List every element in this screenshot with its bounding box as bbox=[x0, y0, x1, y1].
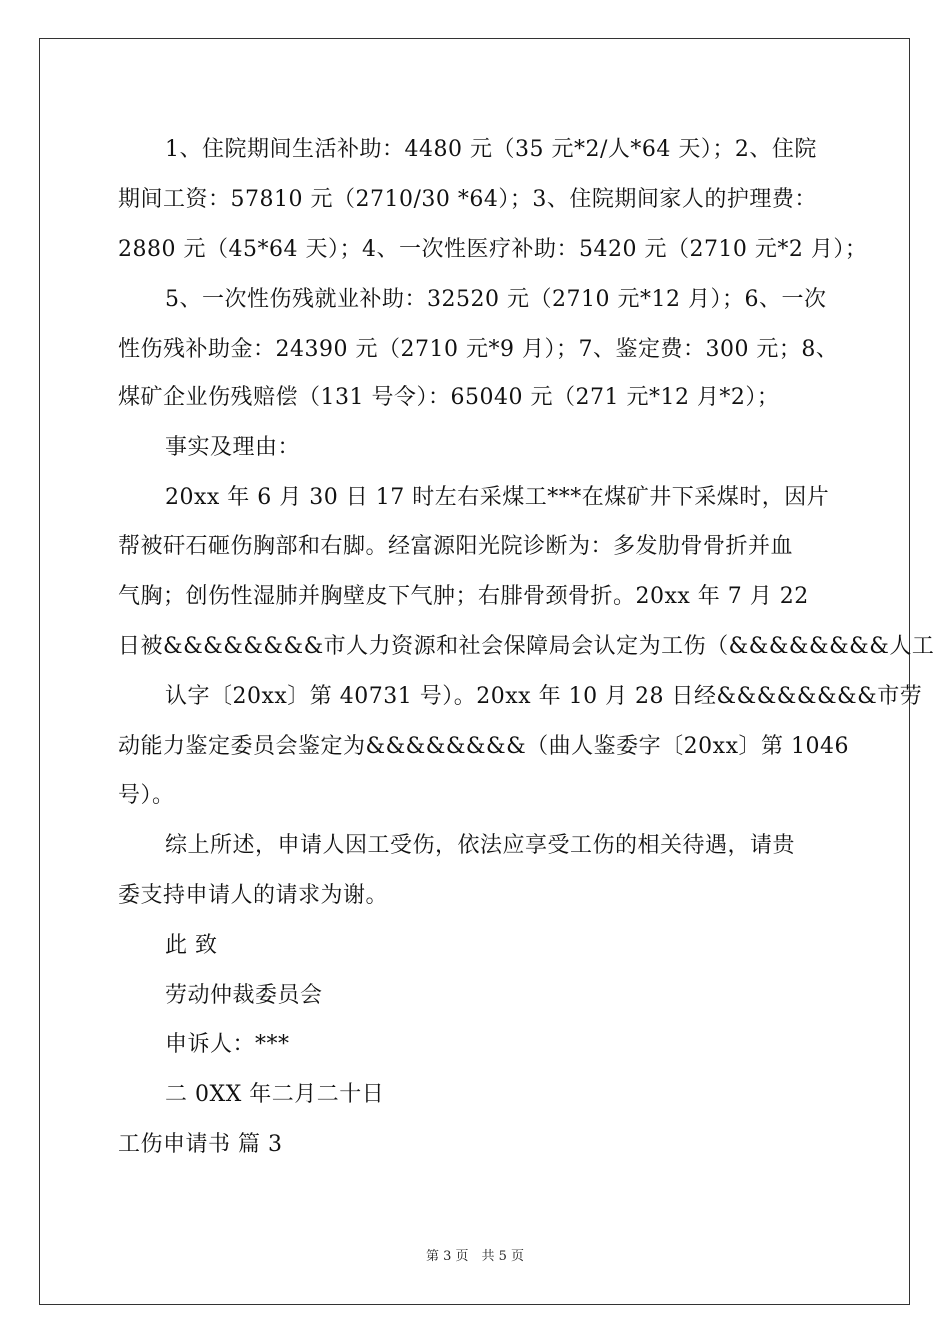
text-line: 煤矿企业伤残赔偿（131 号令）：65040 元（271 元*12 月*2）； bbox=[118, 385, 780, 410]
text-line: 1、住院期间生活补助：4480 元（35 元*2/人*64 天）；2、住院 bbox=[165, 137, 817, 162]
text-line: 性伤残补助金：24390 元（2710 元*9 月）；7、鉴定费：300 元；8、 bbox=[118, 337, 839, 362]
complainant: 申诉人：*** bbox=[165, 1032, 290, 1057]
date: 二 0XX 年二月二十日 bbox=[165, 1082, 385, 1107]
section-heading: 事实及理由： bbox=[165, 435, 301, 460]
text-line: 2880 元（45*64 天）；4、一次性医疗补助：5420 元（2710 元*2 月）； bbox=[118, 237, 868, 262]
text-line: 20xx 年 6 月 30 日 17 时左右采煤工***在煤矿井下采煤时，因片 bbox=[165, 485, 830, 510]
text-line: 号）。 bbox=[118, 783, 175, 808]
text-line: 期间工资：57810 元（2710/30 *64）；3、住院期间家人的护理费： bbox=[118, 187, 817, 212]
text-line: 气胸；创伤性湿肺并胸壁皮下气肿；右腓骨颈骨折。20xx 年 7 月 22 bbox=[118, 584, 809, 609]
text-line: 动能力鉴定委员会鉴定为&&&&&&&&（曲人鉴委字〔20xx〕第 1046 bbox=[118, 734, 849, 759]
text-line: 日被&&&&&&&&市人力资源和社会保障局会认定为工伤（&&&&&&&&人工 bbox=[118, 634, 935, 659]
text-line: 综上所述，申请人因工受伤，依法应享受工伤的相关待遇，请贵 bbox=[165, 833, 796, 858]
text-line: 5、一次性伤残就业补助：32520 元（2710 元*12 月）；6、一次 bbox=[165, 287, 827, 312]
page-number-footer: 第 3 页 共 5 页 bbox=[425, 1249, 525, 1264]
section-title: 工伤申请书 篇 3 bbox=[118, 1132, 283, 1157]
text-line: 认字〔20xx〕第 40731 号）。20xx 年 10 月 28 日经&&&&&&&&市劳 bbox=[165, 684, 923, 709]
text-line: 帮被矸石砸伤胸部和右脚。经富源阳光院诊断为：多发肋骨骨折并血 bbox=[118, 534, 794, 559]
text-line: 委支持申请人的请求为谢。 bbox=[118, 883, 389, 908]
salutation: 此 致 bbox=[165, 933, 218, 958]
recipient: 劳动仲裁委员会 bbox=[165, 983, 323, 1008]
page-border bbox=[39, 38, 910, 1305]
